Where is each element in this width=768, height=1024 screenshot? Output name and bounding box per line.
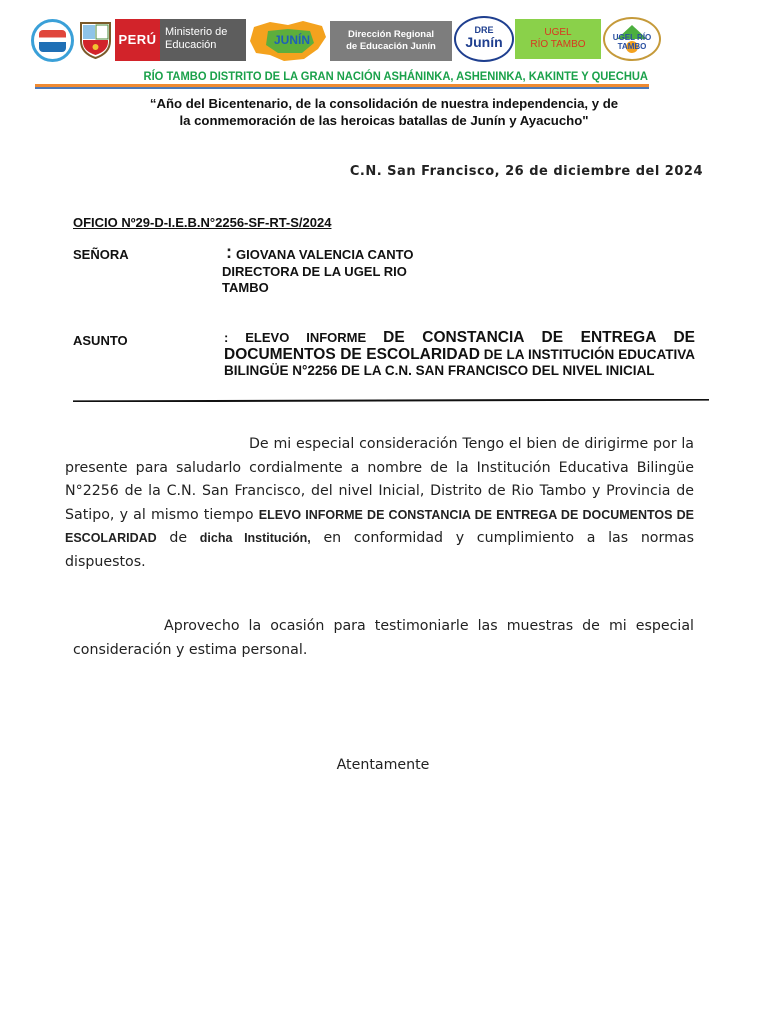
- sign-off: Atentamente: [336, 757, 430, 773]
- ugel-rio-tambo-seal: [603, 17, 661, 61]
- ugel-line1: UGEL: [544, 27, 572, 38]
- peru-coat-of-arms-logo: [78, 19, 113, 59]
- subject-part2: DE CONSTANCIA DE ENTREGA DE DOCUMENTOS DE ESCOLARIDAD: [224, 329, 695, 363]
- subject-label: ASUNTO: [73, 333, 128, 348]
- ugel-line2: RÍO TAMBO: [530, 39, 586, 50]
- peru-ministerio-logo: [115, 19, 246, 61]
- body-paragraph: [65, 433, 694, 574]
- dre-junin-seal: [454, 16, 514, 62]
- seal-ugel-text: UGEL RÍO TAMBO: [612, 33, 652, 51]
- year-motto-line1: “Año del Bicentenario, de la consolidación de nuestra independencia, y de: [149, 96, 619, 111]
- direccion-regional-logo: [330, 21, 452, 61]
- dre-line1: Dirección Regional: [347, 29, 435, 40]
- body-part1: De mi especial consideración Tengo el bien de dirigirme por la presente para saludarlo cordialmente a nombre de la Institución Educativa Bilingüe N°2256 de la C.N. San Francisco, del nivel Inicial, Distrito de Rio Tambo y Provincia de Satipo, y al mismo tiempo: [65, 436, 694, 523]
- oficio-reference: OFICIO Nº29-D-I.E.B.N°2256-SF-RT-S/2024: [73, 215, 332, 230]
- district-banner: RÍO TAMBO DISTRITO DE LA GRAN NACIÓN ASHÁNINKA, ASHENINKA, KAKINTE Y QUECHUA: [143, 69, 648, 83]
- body-bold2: dicha Institución,: [199, 531, 311, 545]
- closing-paragraph: [73, 615, 694, 662]
- year-motto: [60, 95, 708, 129]
- ministry-label: Ministerio de Educación: [165, 26, 228, 51]
- subject-text: [224, 330, 695, 380]
- junin-label: JUNÍN: [274, 33, 311, 47]
- body-part2: de: [169, 530, 188, 546]
- header-rule-blue: [35, 87, 649, 89]
- peru-label: PERÚ: [115, 19, 160, 61]
- recipient-label: SEÑORA: [73, 247, 129, 262]
- education-campaign-logo: [31, 19, 74, 62]
- place-date: C.N. San Francisco, 26 de diciembre del 2024: [349, 164, 703, 179]
- recipient-colon: :: [226, 242, 232, 262]
- recipient-name: GIOVANA VALENCIA CANTO: [236, 247, 414, 262]
- recipient-title: DIRECTORA DE LA UGEL RIO TAMBO: [222, 264, 407, 295]
- body-bold1: ELEVO INFORME DE CONSTANCIA DE ENTREGA DE DOCUMENTOS DE ESCOLARIDAD: [65, 507, 695, 545]
- subject-part1: : ELEVO INFORME: [224, 330, 367, 345]
- closing-text: Aprovecho la ocasión para testimoniarle las muestras de mi especial consideración y estima personal.: [73, 618, 694, 658]
- ugel-rio-tambo-logo: [515, 19, 601, 59]
- seal-junin-text: Junín: [465, 34, 503, 50]
- subject-divider: [73, 399, 709, 402]
- body-part3: en conformidad y cumplimiento a las normas dispuestos.: [65, 530, 694, 570]
- dre-line2: de Educación Junín: [346, 41, 436, 52]
- seal-dre-text: DRE: [474, 25, 494, 35]
- junin-region-logo: [248, 19, 328, 63]
- subject-part3: DE LA INSTITUCIÓN EDUCATIVA BILINGÜE N°2256 DE LA C.N. SAN FRANCISCO DEL NIVEL INICIAL: [224, 346, 695, 378]
- year-motto-line2: la conmemoración de las heroicas batallas de Junín y Ayacucho": [179, 113, 589, 128]
